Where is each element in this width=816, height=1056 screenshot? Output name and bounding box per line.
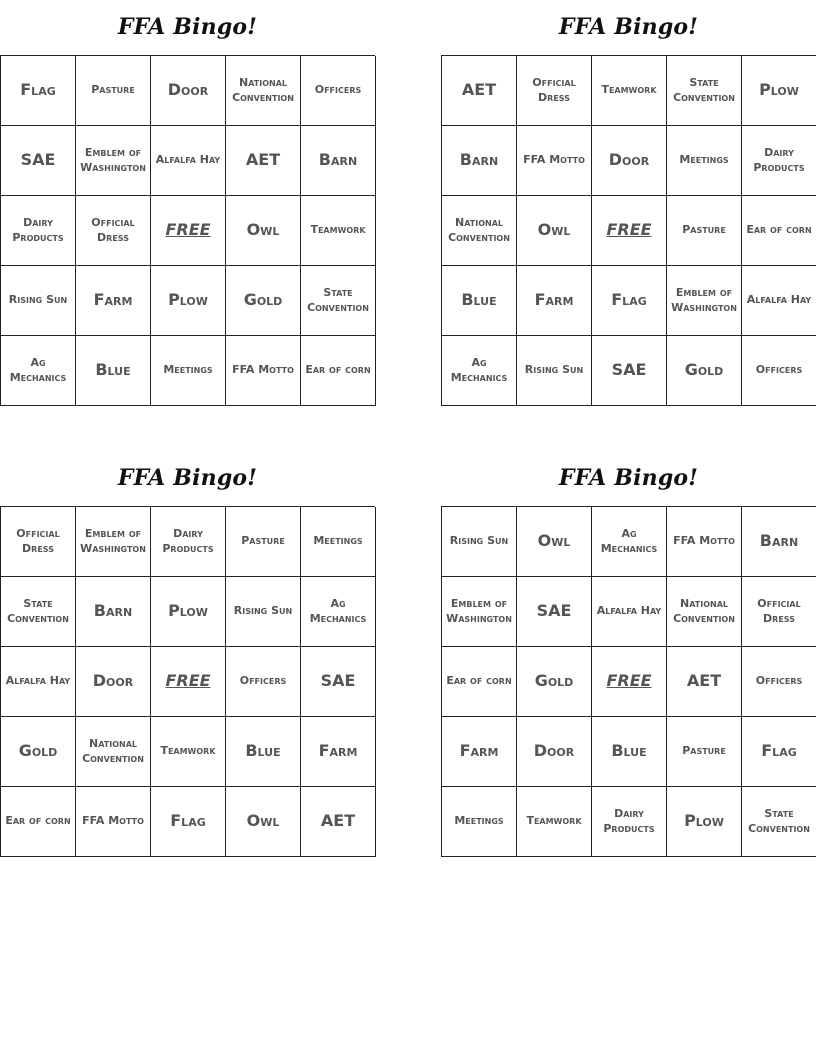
bingo-cell: National Convention — [226, 56, 301, 126]
bingo-cell: SAE — [517, 577, 592, 647]
bingo-cell: State Convention — [1, 577, 76, 647]
card-title: FFA Bingo! — [117, 14, 258, 40]
bingo-cell: Official Dress — [76, 196, 151, 266]
bingo-cell: Door — [517, 717, 592, 787]
bingo-cell: Emblem of Washington — [667, 266, 742, 336]
bingo-cell: Gold — [517, 647, 592, 717]
bingo-cell: Gold — [1, 717, 76, 787]
bingo-cell: Flag — [742, 717, 816, 787]
bingo-cell: Plow — [742, 56, 816, 126]
bingo-cell: National Convention — [442, 196, 517, 266]
bingo-cell: Alfalfa Hay — [151, 126, 226, 196]
bingo-cell: Pasture — [667, 196, 742, 266]
bingo-grid — [441, 55, 816, 406]
bingo-cell: Blue — [592, 717, 667, 787]
bingo-cell: Ear of corn — [301, 336, 376, 406]
bingo-cell: Alfalfa Hay — [1, 647, 76, 717]
bingo-cell: Dairy Products — [742, 126, 816, 196]
bingo-cell: Officers — [226, 647, 301, 717]
card-title: FFA Bingo! — [117, 465, 258, 491]
bingo-cell: Owl — [517, 196, 592, 266]
bingo-cell: Meetings — [442, 787, 517, 857]
bingo-cell: AET — [301, 787, 376, 857]
bingo-cell: FFA Motto — [76, 787, 151, 857]
bingo-cell: Rising Sun — [442, 507, 517, 577]
bingo-cell: SAE — [592, 336, 667, 406]
card-title: FFA Bingo! — [558, 465, 699, 491]
bingo-cell: FFA Motto — [667, 507, 742, 577]
bingo-cell: Flag — [1, 56, 76, 126]
bingo-cell: Door — [592, 126, 667, 196]
bingo-cell: Officers — [742, 336, 816, 406]
bingo-cell: FFA Motto — [226, 336, 301, 406]
bingo-cell: Meetings — [301, 507, 376, 577]
bingo-cell: Official Dress — [517, 56, 592, 126]
bingo-cell: Pasture — [226, 507, 301, 577]
bingo-cell: Teamwork — [301, 196, 376, 266]
bingo-cell: Emblem of Washington — [76, 507, 151, 577]
bingo-cell: Farm — [76, 266, 151, 336]
bingo-cell: Meetings — [151, 336, 226, 406]
bingo-cell: AET — [226, 126, 301, 196]
bingo-card-3 — [0, 451, 375, 857]
bingo-cell: Blue — [76, 336, 151, 406]
bingo-cell: Farm — [442, 717, 517, 787]
bingo-cell: Ear of corn — [742, 196, 816, 266]
bingo-cell: Rising Sun — [226, 577, 301, 647]
bingo-cell: Ag Mechanics — [1, 336, 76, 406]
bingo-cell: Emblem of Washington — [442, 577, 517, 647]
bingo-cell: Blue — [226, 717, 301, 787]
bingo-cell: Flag — [151, 787, 226, 857]
bingo-cell: Barn — [742, 507, 816, 577]
bingo-cell: Owl — [226, 196, 301, 266]
bingo-cell: State Convention — [667, 56, 742, 126]
bingo-card-1 — [0, 0, 375, 406]
bingo-grid — [0, 55, 375, 406]
bingo-cell: Gold — [226, 266, 301, 336]
bingo-grid — [0, 506, 375, 857]
bingo-cell: Officers — [742, 647, 816, 717]
bingo-cell: Official Dress — [1, 507, 76, 577]
free-space-cell: FREE — [592, 647, 667, 717]
bingo-cell: National Convention — [667, 577, 742, 647]
bingo-cell: Barn — [76, 577, 151, 647]
bingo-cell: Owl — [226, 787, 301, 857]
bingo-cell: Ear of corn — [1, 787, 76, 857]
bingo-cell: Plow — [151, 577, 226, 647]
bingo-cell: Dairy Products — [151, 507, 226, 577]
bingo-cell: Owl — [517, 507, 592, 577]
bingo-cell: Door — [76, 647, 151, 717]
free-space-cell: FREE — [151, 647, 226, 717]
bingo-cell: Flag — [592, 266, 667, 336]
bingo-cell: Door — [151, 56, 226, 126]
free-space-cell: FREE — [151, 196, 226, 266]
bingo-cell: Alfalfa Hay — [592, 577, 667, 647]
bingo-cell: Rising Sun — [517, 336, 592, 406]
bingo-card-2 — [441, 0, 816, 406]
bingo-cell: AET — [442, 56, 517, 126]
bingo-cell: Blue — [442, 266, 517, 336]
bingo-cell: Meetings — [667, 126, 742, 196]
bingo-cell: Pasture — [667, 717, 742, 787]
bingo-grid — [441, 506, 816, 857]
bingo-cell: Gold — [667, 336, 742, 406]
bingo-cell: SAE — [301, 647, 376, 717]
bingo-cell: Teamwork — [517, 787, 592, 857]
bingo-cell: AET — [667, 647, 742, 717]
card-title: FFA Bingo! — [558, 14, 699, 40]
bingo-cell: Farm — [517, 266, 592, 336]
bingo-cell: Ag Mechanics — [301, 577, 376, 647]
bingo-cell: Alfalfa Hay — [742, 266, 816, 336]
bingo-cell: Ear of corn — [442, 647, 517, 717]
bingo-cell: Dairy Products — [1, 196, 76, 266]
bingo-cell: Official Dress — [742, 577, 816, 647]
bingo-cell: State Convention — [301, 266, 376, 336]
bingo-cell: Teamwork — [151, 717, 226, 787]
bingo-cell: Rising Sun — [1, 266, 76, 336]
bingo-cell: Dairy Products — [592, 787, 667, 857]
bingo-cell: SAE — [1, 126, 76, 196]
bingo-cell: Teamwork — [592, 56, 667, 126]
bingo-cell: State Convention — [742, 787, 816, 857]
bingo-cell: Barn — [442, 126, 517, 196]
bingo-cell: Plow — [151, 266, 226, 336]
bingo-cell: FFA Motto — [517, 126, 592, 196]
bingo-cell: Officers — [301, 56, 376, 126]
bingo-cell: National Convention — [76, 717, 151, 787]
bingo-card-4 — [441, 451, 816, 857]
bingo-cell: Barn — [301, 126, 376, 196]
free-space-cell: FREE — [592, 196, 667, 266]
bingo-cell: Ag Mechanics — [592, 507, 667, 577]
bingo-cell: Plow — [667, 787, 742, 857]
bingo-cell: Emblem of Washington — [76, 126, 151, 196]
bingo-cell: Farm — [301, 717, 376, 787]
bingo-cell: Pasture — [76, 56, 151, 126]
bingo-cell: Ag Mechanics — [442, 336, 517, 406]
